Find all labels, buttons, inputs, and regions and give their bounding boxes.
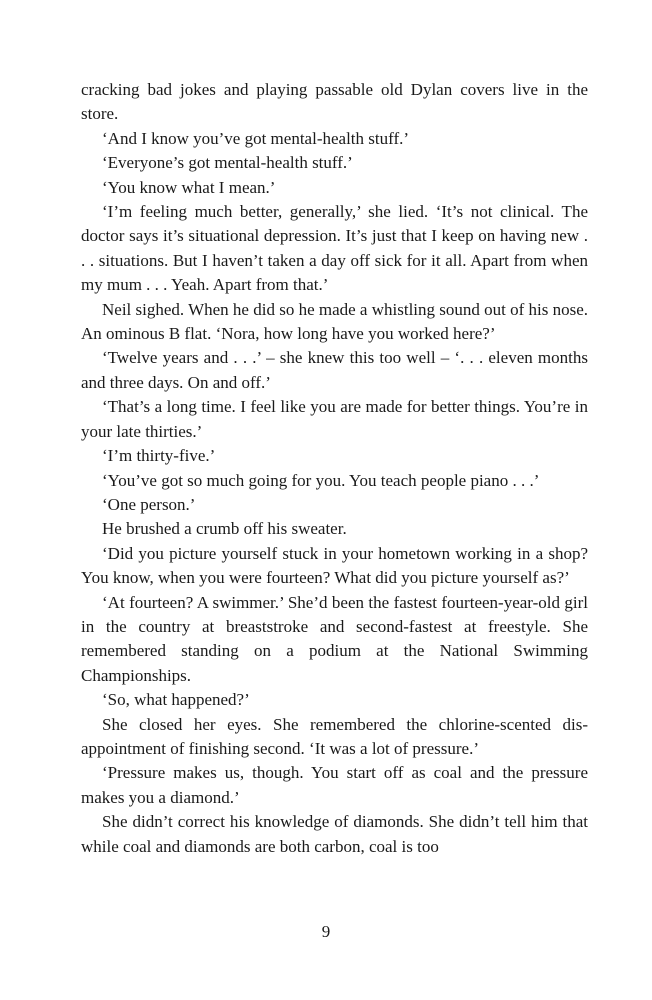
paragraph-5: ‘I’m feeling much better, generally,’ she lied. ‘It’s not clinical. The doctor says it’s situational depression. It’s just that I keep on having new . . . situations. But I haven’t taken a day off sick for it all. Apart from when my mum . . . Yeah. Apart from that.’	[81, 202, 588, 295]
paragraph-11: ‘One person.’	[102, 494, 196, 514]
paragraph-10: ‘You’ve got so much going for you. You teach people piano . . .’	[102, 470, 540, 490]
paragraph-2: ‘And I know you’ve got mental-health stuff.’	[102, 128, 410, 148]
paragraph-6: Neil sighed. When he did so he made a whistling sound out of his nose. An ominous B flat. ‘Nora, how long have you worked here?’	[81, 299, 589, 344]
paragraph-12: He brushed a crumb off his sweater.	[102, 519, 347, 539]
paragraph-9: ‘I’m thirty-five.’	[102, 446, 216, 466]
paragraph-15: ‘So, what happened?’	[102, 690, 250, 710]
paragraph-8: ‘That’s a long time. I feel like you are made for better things. You’re in your late thirties.’	[81, 397, 588, 441]
paragraph-4: ‘You know what I mean.’	[102, 177, 276, 197]
paragraph-3: ‘Everyone’s got mental-health stuff.’	[102, 153, 353, 173]
page-number: 9	[321, 922, 331, 941]
paragraph-16: She closed her eyes. She remembered the chlorine-scented dis-appointment of finishing second. ‘It was a lot of pressure.’	[81, 714, 588, 758]
paragraph-18: She didn’t correct his knowledge of diamonds. She didn’t tell him that while coal and diamonds are both carbon, coal is too	[81, 812, 588, 856]
paragraph-13: ‘Did you picture yourself stuck in your hometown working in a shop? You know, when you were fourteen? What did you picture yourself as?’	[81, 543, 588, 588]
paragraph-1: cracking bad jokes and playing passable old Dylan covers live in the store.	[81, 80, 588, 124]
paragraph-14: ‘At fourteen? A swimmer.’ She’d been the fastest fourteen-year-old girl in the country at breaststroke and second-fastest at freestyle. She remembered standing on a podium at the National Swimming Championships.	[81, 592, 588, 685]
body-text	[81, 78, 588, 859]
paragraph-7: ‘Twelve years and . . .’ – she knew this too well – ‘. . . eleven months and three days. On and off.’	[81, 348, 588, 392]
paragraph-17: ‘Pressure makes us, though. You start off as coal and the pressure makes you a diamond.’	[81, 763, 588, 807]
